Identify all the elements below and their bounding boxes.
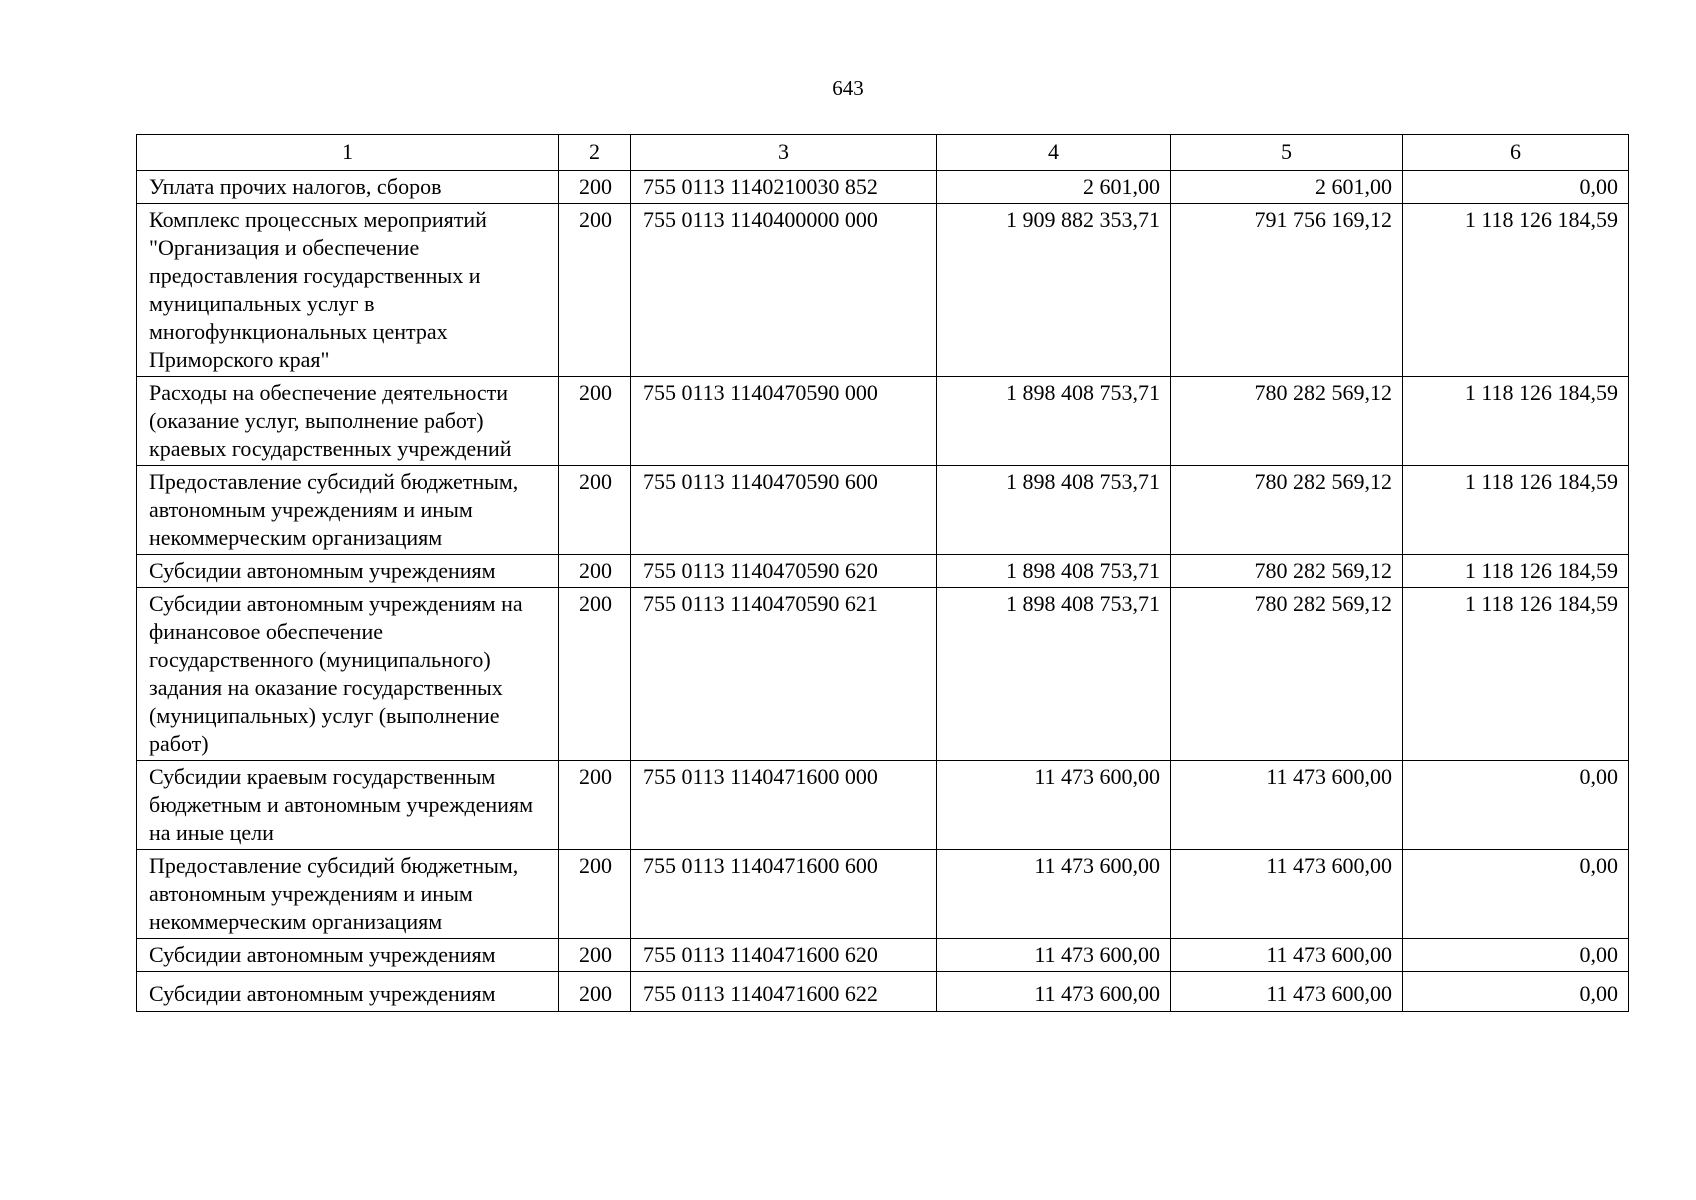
table-row xyxy=(137,939,1629,972)
table-row xyxy=(137,204,1629,377)
budget-code-cell: 755 0113 1140470590 600 xyxy=(631,466,937,555)
amount-cell: 780 282 569,12 xyxy=(1171,588,1403,761)
budget-code-cell: 755 0113 1140470590 620 xyxy=(631,555,937,588)
budget-code-cell: 755 0113 1140471600 600 xyxy=(631,850,937,939)
amount-cell: 1 909 882 353,71 xyxy=(937,204,1171,377)
amount-cell: 1 118 126 184,59 xyxy=(1403,588,1629,761)
amount-cell: 11 473 600,00 xyxy=(1171,850,1403,939)
item-name-cell: Субсидии автономным учреждениям xyxy=(137,555,559,588)
budget-code-cell: 755 0113 1140400000 000 xyxy=(631,204,937,377)
table-row xyxy=(137,850,1629,939)
item-name-cell: Предоставление субсидий бюджетным, автономным учреждениям и иным некоммерческим организациям xyxy=(137,850,559,939)
table-row xyxy=(137,377,1629,466)
admin-code-cell: 200 xyxy=(559,588,631,761)
item-name-cell: Субсидии автономным учреждениям на финансовое обеспечение государственного (муниципального) задания на оказание государственных (муниципальных) услуг (выполнение работ) xyxy=(137,588,559,761)
amount-cell: 0,00 xyxy=(1403,850,1629,939)
amount-cell: 11 473 600,00 xyxy=(937,761,1171,850)
admin-code-cell: 200 xyxy=(559,761,631,850)
amount-cell: 791 756 169,12 xyxy=(1171,204,1403,377)
amount-cell: 11 473 600,00 xyxy=(937,939,1171,972)
admin-code-cell: 200 xyxy=(559,466,631,555)
amount-cell: 2 601,00 xyxy=(937,171,1171,204)
amount-cell: 1 118 126 184,59 xyxy=(1403,555,1629,588)
amount-cell: 1 898 408 753,71 xyxy=(937,588,1171,761)
admin-code-cell: 200 xyxy=(559,850,631,939)
budget-code-cell: 755 0113 1140471600 000 xyxy=(631,761,937,850)
column-header: 6 xyxy=(1403,135,1629,171)
table-header-row xyxy=(137,135,1629,171)
amount-cell: 1 118 126 184,59 xyxy=(1403,204,1629,377)
amount-cell: 780 282 569,12 xyxy=(1171,555,1403,588)
item-name-cell: Субсидии автономным учреждениям xyxy=(137,972,559,1012)
item-name-cell: Субсидии автономным учреждениям xyxy=(137,939,559,972)
table-row xyxy=(137,555,1629,588)
column-header: 3 xyxy=(631,135,937,171)
column-header: 4 xyxy=(937,135,1171,171)
amount-cell: 0,00 xyxy=(1403,972,1629,1012)
column-header: 2 xyxy=(559,135,631,171)
item-name-cell: Уплата прочих налогов, сборов xyxy=(137,171,559,204)
amount-cell: 0,00 xyxy=(1403,761,1629,850)
amount-cell: 11 473 600,00 xyxy=(937,972,1171,1012)
amount-cell: 780 282 569,12 xyxy=(1171,466,1403,555)
amount-cell: 0,00 xyxy=(1403,171,1629,204)
amount-cell: 1 118 126 184,59 xyxy=(1403,466,1629,555)
amount-cell: 1 898 408 753,71 xyxy=(937,466,1171,555)
amount-cell: 1 898 408 753,71 xyxy=(937,377,1171,466)
amount-cell: 11 473 600,00 xyxy=(1171,939,1403,972)
amount-cell: 2 601,00 xyxy=(1171,171,1403,204)
admin-code-cell: 200 xyxy=(559,555,631,588)
amount-cell: 11 473 600,00 xyxy=(937,850,1171,939)
amount-cell: 1 898 408 753,71 xyxy=(937,555,1171,588)
column-header: 5 xyxy=(1171,135,1403,171)
budget-code-cell: 755 0113 1140470590 000 xyxy=(631,377,937,466)
budget-code-cell: 755 0113 1140210030 852 xyxy=(631,171,937,204)
column-header: 1 xyxy=(137,135,559,171)
item-name-cell: Расходы на обеспечение деятельности (оказание услуг, выполнение работ) краевых государственных учреждений xyxy=(137,377,559,466)
admin-code-cell: 200 xyxy=(559,972,631,1012)
budget-code-cell: 755 0113 1140470590 621 xyxy=(631,588,937,761)
budget-table xyxy=(136,134,1629,1012)
amount-cell: 780 282 569,12 xyxy=(1171,377,1403,466)
item-name-cell: Субсидии краевым государственным бюджетным и автономным учреждениям на иные цели xyxy=(137,761,559,850)
admin-code-cell: 200 xyxy=(559,204,631,377)
table-row xyxy=(137,972,1629,1012)
table-row xyxy=(137,588,1629,761)
item-name-cell: Комплекс процессных мероприятий "Организация и обеспечение предоставления государственных и муниципальных услуг в многофункциональных центрах Приморского края" xyxy=(137,204,559,377)
admin-code-cell: 200 xyxy=(559,171,631,204)
table-row xyxy=(137,761,1629,850)
admin-code-cell: 200 xyxy=(559,939,631,972)
amount-cell: 11 473 600,00 xyxy=(1171,972,1403,1012)
page-number: 643 xyxy=(832,76,864,100)
amount-cell: 1 118 126 184,59 xyxy=(1403,377,1629,466)
budget-code-cell: 755 0113 1140471600 620 xyxy=(631,939,937,972)
admin-code-cell: 200 xyxy=(559,377,631,466)
item-name-cell: Предоставление субсидий бюджетным, автономным учреждениям и иным некоммерческим организациям xyxy=(137,466,559,555)
table-row xyxy=(137,466,1629,555)
amount-cell: 0,00 xyxy=(1403,939,1629,972)
table-row xyxy=(137,171,1629,204)
amount-cell: 11 473 600,00 xyxy=(1171,761,1403,850)
budget-code-cell: 755 0113 1140471600 622 xyxy=(631,972,937,1012)
